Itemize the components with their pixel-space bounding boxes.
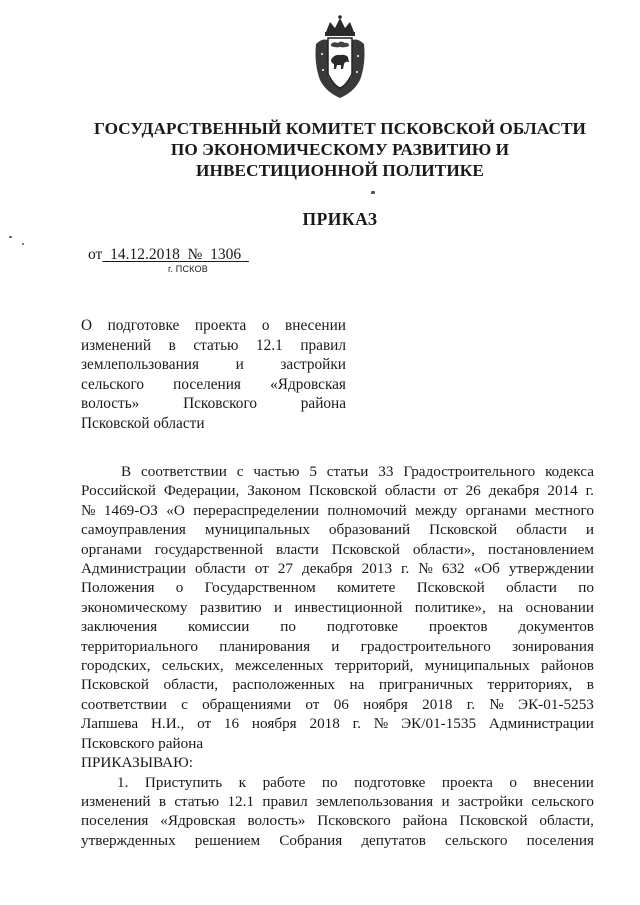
body-word: основании — [525, 598, 594, 616]
body-word: утверждении — [508, 560, 594, 578]
subject-word: волость» — [81, 395, 140, 412]
body-word: поселения — [526, 831, 594, 849]
body-word: 2018 — [309, 715, 340, 733]
body-word: Псковской — [308, 482, 377, 500]
body-word: Государственном — [204, 579, 316, 597]
body-word: полномочий — [327, 501, 407, 519]
body-word: г. — [352, 715, 361, 733]
body-word: территориального — [81, 637, 198, 655]
body-word: Администрации — [488, 715, 594, 733]
body-word: 632 — [441, 560, 465, 578]
body-word: землепользования — [316, 792, 434, 810]
body-word: в — [158, 792, 166, 810]
body-word: муниципальных — [204, 521, 310, 539]
body-word: по — [578, 579, 594, 597]
body-line — [81, 792, 594, 811]
body-word: Законом — [247, 482, 301, 500]
body-word: частью — [253, 463, 300, 480]
body-line — [81, 811, 594, 830]
number-sign: № — [187, 246, 203, 263]
body-word: органами — [81, 540, 142, 558]
subject-word: проекта — [194, 317, 247, 334]
body-word: Администрации — [81, 560, 186, 578]
body-word: по — [280, 618, 296, 636]
header-line-1: ГОСУДАРСТВЕННЫЙ КОМИТЕТ ПСКОВСКОЙ ОБЛАСТИ — [93, 119, 586, 138]
body-line — [81, 773, 594, 792]
order-title: ПРИКАЗ — [302, 209, 378, 229]
body-word: на — [349, 676, 365, 694]
body-line — [81, 675, 594, 694]
subject-word: «Ядровская — [270, 375, 346, 393]
body-word: «Об — [473, 560, 500, 578]
header-line-2: ПО ЭКОНОМИЧЕСКОМУ РАЗВИТИЮ И — [170, 140, 510, 159]
body-word: образований — [328, 521, 411, 539]
order-number: 1306 — [210, 246, 242, 263]
body-word: кодекса — [545, 463, 594, 480]
body-word: Псковского — [317, 812, 391, 830]
body-word: 2013 — [361, 560, 393, 578]
body-word: муниципальных — [424, 657, 530, 675]
header-line-3: ИНВЕСТИЦИОННОЙ ПОЛИТИКЕ — [196, 161, 484, 180]
body-word: ноября — [251, 715, 297, 733]
body-word: к — [238, 773, 247, 791]
body-word: № — [489, 695, 504, 713]
body-word: декабря — [301, 560, 353, 578]
body-word: 2014 — [547, 482, 578, 500]
subject-word: поселения — [173, 375, 241, 393]
body-word: № — [373, 715, 389, 733]
body-word: Приступить — [144, 773, 223, 791]
body-word: с — [236, 463, 244, 480]
body-word: от — [305, 695, 320, 713]
subject-word: в — [168, 336, 176, 354]
body-word: районов — [541, 657, 594, 675]
body-word: подготовке — [326, 618, 399, 636]
body-line: Псковского района — [81, 734, 204, 752]
subject-word: и — [235, 356, 244, 373]
body-word: и — [441, 792, 450, 810]
body-line — [81, 714, 594, 733]
body-word: 12.1 — [227, 792, 255, 810]
body-word: политике», — [414, 598, 486, 616]
body-line — [81, 831, 594, 850]
body-word: сельского — [444, 831, 508, 849]
body-word: «О — [166, 501, 185, 519]
subject-word: о — [261, 317, 270, 334]
body-line — [81, 462, 594, 481]
body-word: перераспределении — [193, 501, 319, 519]
body-word: по — [321, 773, 338, 791]
subject-line — [81, 394, 346, 414]
body-word: власти — [275, 540, 319, 558]
body-word: соответствии — [81, 695, 167, 713]
body-line — [81, 520, 594, 539]
body-word: 16 — [223, 715, 240, 733]
body-word: документов — [518, 618, 594, 636]
body-word: подготовке — [354, 773, 426, 791]
body-word: района — [402, 812, 448, 830]
body-word: Лапшева — [81, 715, 139, 733]
body-word: Федерации, — [163, 482, 240, 500]
body-word: волость» — [247, 812, 306, 830]
body-word: планирования — [219, 637, 311, 655]
body-word: территориях, — [487, 676, 573, 694]
body-word: № — [81, 501, 96, 519]
body-word: области, — [163, 676, 219, 694]
body-word: инвестиционной — [294, 598, 403, 616]
body-word: внесении — [533, 773, 594, 791]
subject-word: изменений — [81, 336, 152, 354]
body-word: г. — [466, 695, 476, 713]
subject-word: О — [81, 317, 93, 334]
body-word: 26 — [465, 482, 481, 500]
body-word: работе — [262, 773, 306, 791]
subject-line — [81, 336, 346, 356]
body-word: области — [384, 482, 436, 500]
date-prefix: от — [88, 246, 103, 263]
body-word: г. — [585, 482, 594, 500]
body-word: комитете — [337, 579, 396, 597]
body-word: градостроительного — [360, 637, 491, 655]
body-word: и — [585, 521, 594, 539]
body-word: обращениями — [202, 695, 292, 713]
body-line — [81, 637, 594, 656]
body-line — [81, 501, 594, 520]
body-line — [81, 578, 594, 597]
body-word: с — [181, 695, 188, 713]
body-word: В — [121, 463, 132, 480]
organization-header — [60, 118, 620, 181]
body-word: 2018 — [422, 695, 453, 713]
body-word: статью — [174, 792, 220, 810]
body-word: о — [175, 579, 184, 597]
body-word: Положения — [81, 579, 155, 597]
subject-line — [81, 316, 346, 336]
city-label: г. ПСКОВ — [168, 264, 208, 274]
body-word: № — [418, 560, 433, 578]
body-word: 27 — [277, 560, 293, 578]
body-line — [81, 598, 594, 617]
body-word: экономическому — [81, 598, 188, 616]
subject-word: сельского — [81, 375, 145, 393]
body-word: городских, — [81, 657, 151, 675]
body-word: 33 — [378, 463, 394, 480]
subject-word: статью — [193, 336, 239, 354]
body-word: местного — [534, 501, 594, 519]
body-word: от — [443, 482, 458, 500]
subject-word: Псковской области — [81, 414, 205, 432]
body-word: области», — [412, 540, 475, 558]
body-word: поселения — [81, 812, 149, 830]
body-word: проекта — [441, 773, 493, 791]
order-date: 14.12.2018 — [110, 246, 180, 263]
body-word: приграничных — [378, 676, 474, 694]
body-word: Российской — [81, 482, 156, 500]
order-number-field — [188, 246, 249, 263]
body-line — [81, 481, 594, 500]
body-word: от — [254, 560, 269, 578]
body-word: заключения — [81, 618, 158, 636]
body-word: декабря — [488, 482, 540, 500]
body-word: территорий, — [334, 657, 414, 675]
body-word: сельских, — [161, 657, 224, 675]
body-word: депутатов — [361, 831, 426, 849]
subject-word: правил — [300, 336, 346, 354]
body-word: соответствии — [141, 463, 227, 480]
body-word: 1469-ОЗ — [103, 501, 158, 519]
body-word: зонирования — [512, 637, 594, 655]
body-line — [81, 559, 594, 578]
body-line — [81, 695, 594, 714]
body-word: развитию — [199, 598, 262, 616]
subject-word: застройки — [280, 356, 346, 373]
body-word: между — [415, 501, 458, 519]
body-word: правил — [262, 792, 308, 810]
subject-word: землепользования — [81, 356, 199, 373]
order-subject — [81, 316, 346, 433]
body-word: утвержденных — [81, 831, 176, 849]
body-line — [81, 656, 594, 675]
body-word: Псковской — [429, 521, 498, 539]
body-word: Н.И., — [150, 715, 185, 733]
body-word: 5 — [309, 463, 317, 480]
body-word: Псковской — [416, 579, 485, 597]
body-word: расположенных — [232, 676, 336, 694]
body-line — [81, 540, 594, 559]
body-word: от — [197, 715, 212, 733]
date-number-line — [88, 246, 249, 264]
body-word: 06 — [333, 695, 349, 713]
body-word: государственной — [154, 540, 263, 558]
body-word: в — [586, 676, 594, 694]
body-word: области — [516, 521, 567, 539]
body-word: проектов — [428, 618, 488, 636]
body-word: г. — [401, 560, 410, 578]
coat-of-arms-icon — [312, 14, 368, 100]
subject-word: района — [300, 395, 346, 412]
body-word: «Ядровская — [160, 812, 236, 830]
body-word: и — [331, 637, 340, 655]
body-line: ПРИКАЗЫВАЮ: — [81, 754, 193, 772]
body-line — [81, 617, 594, 636]
subject-line — [81, 355, 346, 375]
body-word: области — [194, 560, 246, 578]
body-word: застройки — [457, 792, 524, 810]
body-word: 1. — [117, 773, 129, 791]
body-word: сельского — [531, 792, 594, 810]
subject-word: Псковского — [183, 395, 257, 412]
body-word: области, — [539, 812, 594, 830]
body-word: Псковской — [459, 812, 528, 830]
body-word: межселенных — [234, 657, 324, 675]
body-word: самоуправления — [81, 521, 186, 539]
subject-word: внесении — [285, 317, 346, 334]
body-word: на — [498, 598, 514, 616]
body-word: органами — [465, 501, 527, 519]
body-word: изменений — [81, 792, 151, 810]
body-word: ЭК/01-1535 — [401, 715, 477, 733]
body-word: комиссии — [187, 618, 250, 636]
body-word: области — [506, 579, 557, 597]
body-word: Градостроительного — [403, 463, 536, 480]
body-word: постановлением — [487, 540, 594, 558]
body-word: решением — [194, 831, 261, 849]
subject-line — [81, 414, 346, 434]
body-word: ноября — [363, 695, 408, 713]
body-word: Псковской — [331, 540, 400, 558]
body-word: статьи — [326, 463, 369, 480]
body-word: Псковской — [81, 676, 150, 694]
order-body — [81, 462, 594, 850]
body-word: о — [509, 773, 517, 791]
body-word: Собрания — [279, 831, 343, 849]
body-word: ЭК-01-5253 — [518, 695, 594, 713]
subject-word: 12.1 — [256, 336, 283, 354]
subject-line — [81, 375, 346, 395]
body-word: и — [274, 598, 283, 616]
subject-word: подготовке — [107, 317, 180, 334]
